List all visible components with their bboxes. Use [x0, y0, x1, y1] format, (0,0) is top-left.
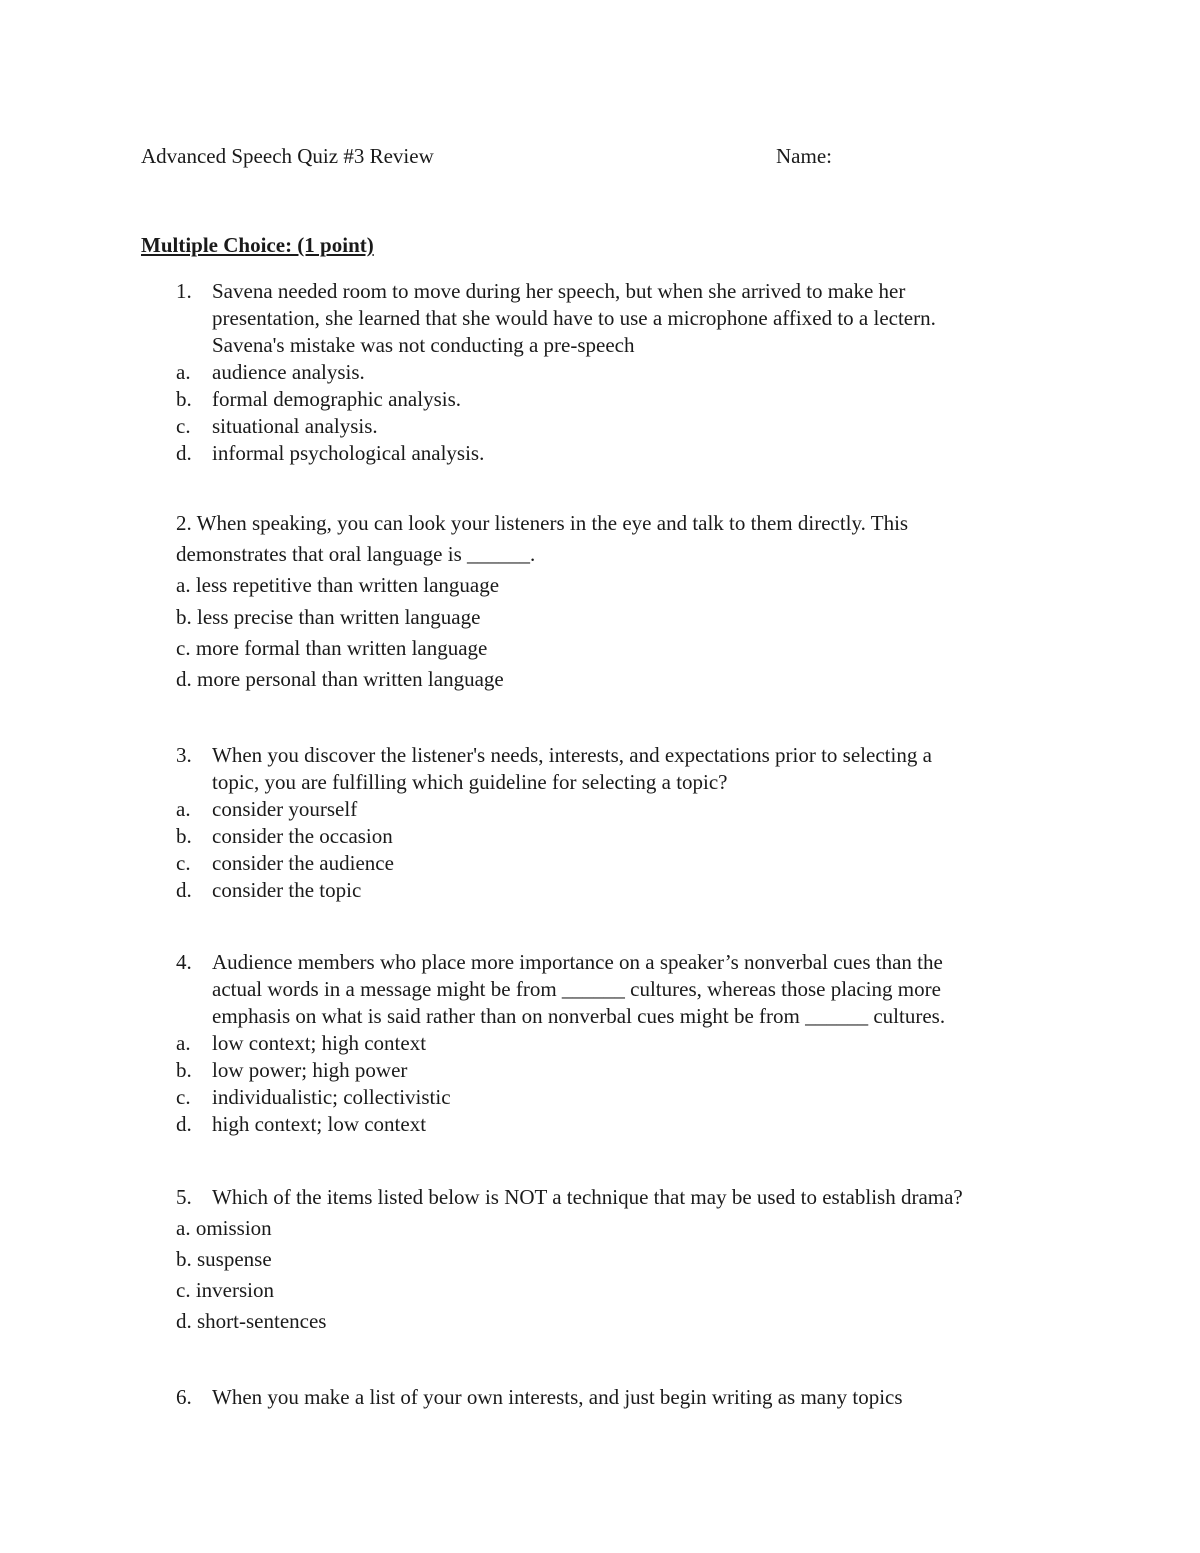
option-text: individualistic; collectivistic [212, 1085, 451, 1109]
option-letter: d. [176, 1112, 192, 1136]
question-text-line: topic, you are fulfilling which guideline for selecting a topic? [212, 770, 728, 794]
option-letter: a. [176, 1031, 191, 1055]
option-text: consider the occasion [212, 824, 393, 848]
option-letter: a. [176, 797, 191, 821]
option-text: a. less repetitive than written language [176, 573, 500, 597]
option-text: high context; low context [212, 1112, 427, 1136]
question-text-line: 2. When speaking, you can look your listeners in the eye and talk to them directly. This [176, 511, 909, 535]
option-text: low context; high context [212, 1031, 427, 1055]
question-number: 4. [176, 950, 192, 974]
option-letter: b. [176, 387, 192, 411]
option-text: d. short-sentences [176, 1309, 327, 1333]
option-letter: c. [176, 1085, 191, 1109]
option-letter: a. [176, 360, 191, 384]
option-text: consider the topic [212, 878, 362, 902]
document-title: Advanced Speech Quiz #3 Review [141, 144, 434, 168]
option-letter: d. [176, 878, 192, 902]
section-heading: Multiple Choice: (1 point) [141, 233, 374, 257]
option-text: c. more formal than written language [176, 636, 488, 660]
question-text-line: actual words in a message might be from ______ cultures, whereas those placing more [212, 977, 941, 1001]
question-number: 3. [176, 743, 192, 767]
question-text-line: When you make a list of your own interests, and just begin writing as many topics [212, 1385, 903, 1409]
option-text: situational analysis. [212, 414, 378, 438]
question-text-line: When you discover the listener's needs, interests, and expectations prior to selecting a [212, 743, 932, 767]
question-text-line: Savena needed room to move during her speech, but when she arrived to make her [212, 279, 906, 303]
option-letter: b. [176, 824, 192, 848]
question-text-line: Savena's mistake was not conducting a pre-speech [212, 333, 635, 357]
question-text-line: demonstrates that oral language is ______. [176, 542, 536, 566]
option-text: d. more personal than written language [176, 667, 504, 691]
option-text: b. less precise than written language [176, 605, 481, 629]
question-text-line: emphasis on what is said rather than on nonverbal cues might be from ______ cultures. [212, 1004, 946, 1028]
question-text-line: Which of the items listed below is NOT a technique that may be used to establish drama? [212, 1185, 963, 1209]
option-text: audience analysis. [212, 360, 365, 384]
option-text: informal psychological analysis. [212, 441, 485, 465]
option-text: c. inversion [176, 1278, 274, 1302]
option-letter: c. [176, 414, 191, 438]
question-number: 6. [176, 1385, 192, 1409]
question-number: 1. [176, 279, 192, 303]
option-text: b. suspense [176, 1247, 272, 1271]
option-text: a. omission [176, 1216, 272, 1240]
option-letter: d. [176, 441, 192, 465]
question-text-line: Audience members who place more importance on a speaker’s nonverbal cues than the [212, 950, 943, 974]
question-number: 5. [176, 1185, 192, 1209]
option-text: formal demographic analysis. [212, 387, 462, 411]
option-text: consider the audience [212, 851, 394, 875]
name-label: Name: [776, 144, 832, 168]
option-text: low power; high power [212, 1058, 408, 1082]
option-text: consider yourself [212, 797, 358, 821]
option-letter: b. [176, 1058, 192, 1082]
question-text-line: presentation, she learned that she would have to use a microphone affixed to a lectern. [212, 306, 936, 330]
option-letter: c. [176, 851, 191, 875]
